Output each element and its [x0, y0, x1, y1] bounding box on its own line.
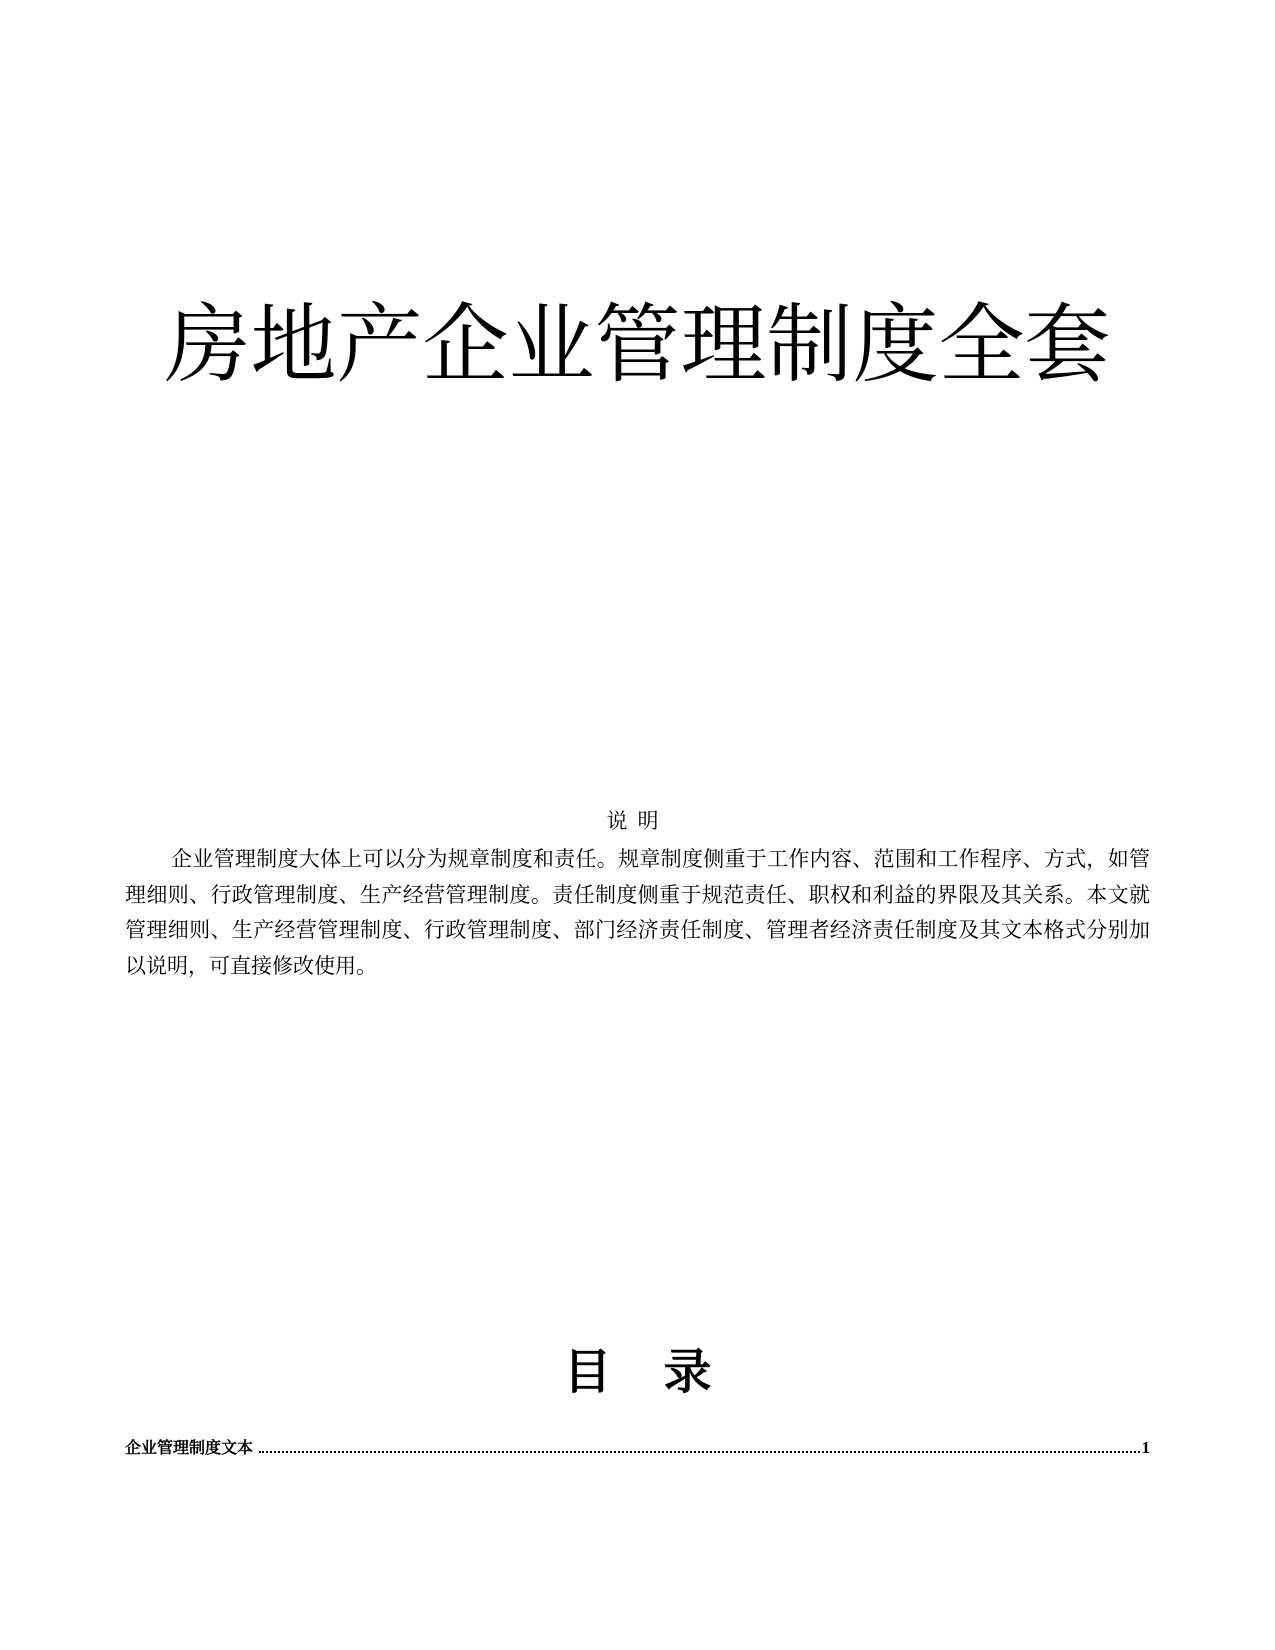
toc-entry-page: 1 [1141, 1438, 1150, 1457]
toc-entry-title: 企业管理制度文本 [125, 1438, 254, 1457]
notes-heading: 说明 [606, 809, 669, 833]
notes-paragraph: 企业管理制度大体上可以分为规章制度和责任。规章制度侧重于工作内容、范围和工作程序、方式，如管理细则、行政管理制度、生产经营管理制度。责任制度侧重于规范责任、职权和利益的界限及其关系。本文就管理细则、生产经营管理制度、行政管理制度、部门经济责任制度、管理者经济责任制度及其文本格式分别加以说明，可直接修改使用。 [125, 847, 1150, 978]
toc-heading: 目录 [563, 1344, 764, 1400]
toc-dot-leader [259, 1451, 1139, 1453]
document-title: 房地产企业管理制度全套 [164, 295, 1111, 395]
toc-entry[interactable] [125, 1437, 1150, 1459]
